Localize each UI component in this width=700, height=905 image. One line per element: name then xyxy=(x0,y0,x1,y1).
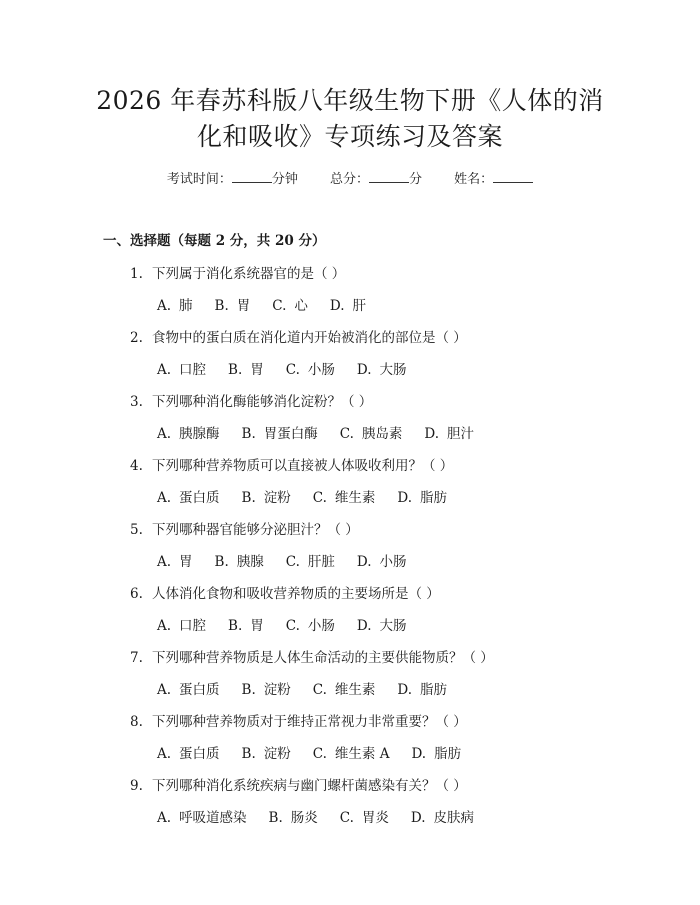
question-7 xyxy=(130,646,494,666)
option-b[interactable] xyxy=(242,486,291,506)
question-text: 下列哪种营养物质是人体生命活动的主要供能物质？（ ） xyxy=(152,650,494,666)
option-text: 大肠 xyxy=(379,362,407,378)
option-d[interactable] xyxy=(411,806,474,826)
question-text: 下列哪种器官能够分泌胆汁？（ ） xyxy=(152,522,359,538)
question-text: 下列哪种消化系统疾病与幽门螺杆菌感染有关？（ ） xyxy=(152,778,467,794)
option-b[interactable] xyxy=(242,742,291,762)
question-text: 下列哪种营养物质可以直接被人体吸收利用？（ ） xyxy=(152,458,454,474)
option-letter: C. xyxy=(339,810,354,826)
question-text: 食物中的蛋白质在消化道内开始被消化的部位是（ ） xyxy=(152,330,467,346)
question-number: 9. xyxy=(130,778,143,794)
option-text: 小肠 xyxy=(379,554,407,570)
question-7-options xyxy=(157,678,469,698)
option-text: 脂肪 xyxy=(434,746,462,762)
question-4 xyxy=(130,454,453,474)
total-score-blank xyxy=(369,170,409,183)
option-text: 蛋白质 xyxy=(179,746,220,762)
total-score-field xyxy=(330,168,422,187)
option-b[interactable] xyxy=(228,358,264,378)
question-5 xyxy=(130,518,359,538)
student-name-field xyxy=(454,168,533,187)
option-letter: C. xyxy=(285,618,300,634)
option-text: 蛋白质 xyxy=(179,490,220,506)
question-3 xyxy=(130,390,372,410)
option-a[interactable] xyxy=(157,806,247,826)
option-a[interactable] xyxy=(157,550,193,570)
option-text: 淀粉 xyxy=(263,746,291,762)
option-letter: D. xyxy=(424,426,440,442)
option-letter: A. xyxy=(157,618,172,634)
option-letter: B. xyxy=(228,362,243,378)
option-letter: A. xyxy=(157,682,172,698)
option-letter: B. xyxy=(228,618,243,634)
option-text: 口腔 xyxy=(179,618,207,634)
option-letter: D. xyxy=(410,810,426,826)
option-text: 胰岛素 xyxy=(361,426,403,442)
option-letter: A. xyxy=(157,426,172,442)
option-c[interactable] xyxy=(286,358,335,378)
option-letter: C. xyxy=(312,682,327,698)
option-a[interactable] xyxy=(157,678,220,698)
option-letter: B. xyxy=(241,682,256,698)
question-number: 2. xyxy=(130,330,143,346)
option-text: 维生素 xyxy=(334,490,376,506)
option-letter: D. xyxy=(397,490,413,506)
option-b[interactable] xyxy=(215,550,264,570)
option-b[interactable] xyxy=(242,678,291,698)
option-letter: C. xyxy=(312,490,327,506)
question-1-options xyxy=(157,294,388,314)
option-text: 胃 xyxy=(250,618,264,634)
question-text: 人体消化食物和吸收营养物质的主要场所是（ ） xyxy=(152,586,440,602)
option-text: 心 xyxy=(294,298,308,314)
option-a[interactable] xyxy=(157,294,193,314)
option-c[interactable] xyxy=(340,806,389,826)
option-b[interactable] xyxy=(215,294,251,314)
option-letter: A. xyxy=(157,554,172,570)
option-text: 呼吸道感染 xyxy=(179,810,247,826)
exam-time-unit: 分钟 xyxy=(271,172,298,187)
option-text: 肠炎 xyxy=(290,810,318,826)
option-c[interactable] xyxy=(313,678,376,698)
option-letter: C. xyxy=(339,426,354,442)
option-text: 胃蛋白酶 xyxy=(263,426,318,442)
option-text: 维生素 A xyxy=(334,746,390,762)
option-text: 胃 xyxy=(236,298,251,314)
option-letter: D. xyxy=(356,554,372,570)
option-text: 胃 xyxy=(179,554,193,570)
question-text: 下列哪种营养物质对于维持正常视力非常重要？（ ） xyxy=(152,714,467,730)
option-a[interactable] xyxy=(157,486,220,506)
option-d[interactable] xyxy=(424,422,474,442)
question-2 xyxy=(130,326,467,346)
option-text: 口腔 xyxy=(179,362,207,378)
option-d[interactable] xyxy=(357,550,407,570)
option-text: 淀粉 xyxy=(263,682,291,698)
option-b[interactable] xyxy=(228,614,264,634)
total-score-label: 总分： xyxy=(329,172,369,187)
option-c[interactable] xyxy=(340,422,403,442)
question-5-options xyxy=(157,550,429,570)
option-text: 胰腺酶 xyxy=(179,426,220,442)
question-4-options xyxy=(157,486,469,506)
option-text: 淀粉 xyxy=(263,490,291,506)
question-number: 3. xyxy=(130,394,143,410)
option-a[interactable] xyxy=(157,422,220,442)
option-text: 蛋白质 xyxy=(179,682,220,698)
option-letter: B. xyxy=(241,746,256,762)
document-title-line-2: 化和吸收》专项练习及答案 xyxy=(196,122,503,151)
option-letter: B. xyxy=(214,554,229,570)
question-2-options xyxy=(157,358,429,378)
option-letter: D. xyxy=(356,618,372,634)
option-c[interactable] xyxy=(313,486,376,506)
section-heading-choice: 一、选择题（每题 2 分，共 20 分） xyxy=(103,233,326,249)
option-text: 肝 xyxy=(352,298,367,314)
option-c[interactable] xyxy=(286,614,335,634)
option-text: 皮肤病 xyxy=(433,810,475,826)
exam-info-row xyxy=(0,168,700,187)
option-c[interactable] xyxy=(286,550,335,570)
question-8-options xyxy=(157,742,483,762)
option-d[interactable] xyxy=(397,486,447,506)
question-3-options xyxy=(157,422,496,442)
option-d[interactable] xyxy=(357,614,407,634)
option-letter: B. xyxy=(268,810,283,826)
option-letter: D. xyxy=(356,362,372,378)
option-letter: B. xyxy=(241,490,256,506)
total-score-unit: 分 xyxy=(409,172,423,187)
question-9-options xyxy=(157,806,496,826)
option-letter: A. xyxy=(157,362,172,378)
option-text: 脂肪 xyxy=(420,682,448,698)
option-letter: C. xyxy=(272,298,287,314)
option-letter: C. xyxy=(285,554,300,570)
option-b[interactable] xyxy=(269,806,318,826)
option-d[interactable] xyxy=(411,742,461,762)
option-letter: A. xyxy=(157,490,172,506)
option-d[interactable] xyxy=(357,358,407,378)
option-letter: C. xyxy=(312,746,327,762)
option-letter: C. xyxy=(285,362,300,378)
option-text: 胰腺 xyxy=(236,554,264,570)
question-number: 8. xyxy=(130,714,143,730)
option-letter: B. xyxy=(214,298,229,314)
option-text: 胃 xyxy=(250,362,264,378)
student-name-blank xyxy=(493,170,533,183)
option-text: 肺 xyxy=(179,298,193,314)
question-number: 1. xyxy=(130,266,143,282)
question-text: 下列哪种消化酶能够消化淀粉？（ ） xyxy=(152,394,373,410)
option-text: 大肠 xyxy=(379,618,407,634)
option-letter: B. xyxy=(241,426,256,442)
question-6-options xyxy=(157,614,429,634)
student-name-label: 姓名： xyxy=(454,172,494,187)
option-b[interactable] xyxy=(242,422,318,442)
option-letter: A. xyxy=(157,298,172,314)
option-text: 维生素 xyxy=(334,682,376,698)
option-text: 小肠 xyxy=(307,618,335,634)
question-number: 4. xyxy=(130,458,143,474)
option-letter: A. xyxy=(157,810,172,826)
question-text: 下列属于消化系统器官的是（ ） xyxy=(152,266,346,282)
option-letter: D. xyxy=(329,298,345,314)
option-a[interactable] xyxy=(157,742,220,762)
option-letter: A. xyxy=(157,746,172,762)
question-number: 5. xyxy=(130,522,143,538)
option-c[interactable] xyxy=(272,294,308,314)
option-text: 脂肪 xyxy=(420,490,448,506)
option-d[interactable] xyxy=(397,678,447,698)
option-c[interactable] xyxy=(313,742,390,762)
option-text: 小肠 xyxy=(307,362,335,378)
question-8 xyxy=(130,710,467,730)
question-number: 7. xyxy=(130,650,143,666)
option-d[interactable] xyxy=(330,294,366,314)
question-9 xyxy=(130,774,467,794)
option-letter: D. xyxy=(397,682,413,698)
option-text: 胆汁 xyxy=(447,426,475,442)
option-text: 肝脏 xyxy=(307,554,335,570)
option-a[interactable] xyxy=(157,614,206,634)
exam-time-blank xyxy=(232,170,272,183)
document-title-line-1: 2026 年春苏科版八年级生物下册《人体的消 xyxy=(96,86,604,115)
option-a[interactable] xyxy=(157,358,206,378)
option-letter: D. xyxy=(411,746,427,762)
option-text: 胃炎 xyxy=(361,810,389,826)
exam-time-label: 考试时间： xyxy=(166,172,232,187)
question-6 xyxy=(130,582,440,602)
question-1 xyxy=(130,262,345,282)
question-number: 6. xyxy=(130,586,143,602)
exam-time-field xyxy=(167,168,298,187)
